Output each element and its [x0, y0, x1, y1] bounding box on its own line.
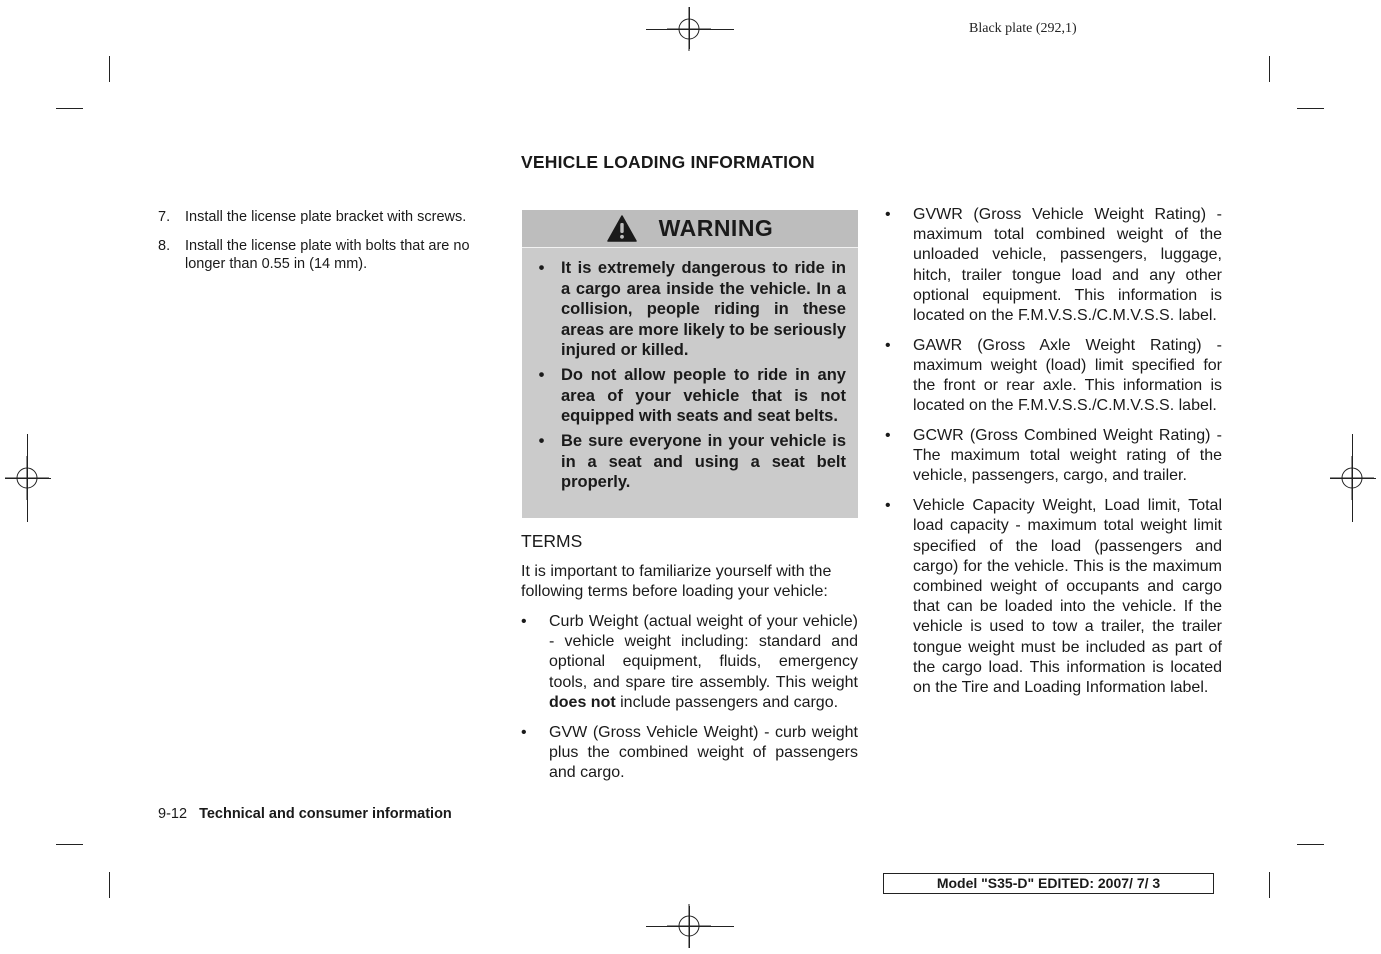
step-item	[158, 208, 496, 227]
warning-text: Be sure everyone in your vehicle is in a seat and using a seat belt properly.	[561, 432, 846, 491]
step-number: 8.	[158, 237, 171, 254]
step-number: 7.	[158, 209, 171, 225]
warning-item	[522, 431, 858, 493]
term-item	[885, 496, 1222, 698]
model-edit-box: Model "S35-D" EDITED: 2007/ 7/ 3	[883, 873, 1214, 894]
bullet: •	[885, 497, 891, 515]
install-steps	[158, 208, 496, 284]
terms-list-right	[885, 205, 1222, 708]
term-emphasis: does not	[549, 693, 616, 711]
crop-mark	[56, 108, 83, 109]
warning-box	[522, 210, 858, 518]
step-text: Install the license plate bracket with screws.	[185, 209, 467, 225]
crop-mark	[1269, 56, 1270, 82]
crop-mark	[1297, 844, 1324, 845]
term-text: Vehicle Capacity Weight, Load limit, Total load capacity - maximum total weight limit specified of the load (passengers and cargo) for the vehicle. This is the maximum combined weight of occupants and cargo that can be loaded into the vehicle. If the vehicle is used to tow a trailer, the trailer tongue weight must be included as part of the cargo load. This information is located on the Tire and Loading Information label.	[913, 497, 1222, 696]
chapter-title: Technical and consumer information	[199, 806, 452, 822]
term-text: GAWR (Gross Axle Weight Rating) - maximum weight (load) limit specified for the front or rear axle. This information is located on the F.M.V.S.S./C.M.V.S.S. label.	[913, 336, 1222, 415]
registration-target-icon	[1330, 456, 1374, 500]
page-footer	[158, 806, 452, 822]
term-text: Curb Weight (actual weight of your vehicle) - vehicle weight including: standard and optional equipment, fluids, emergency tools, and spare tire assembly. This weight	[549, 613, 858, 691]
term-item	[885, 336, 1222, 417]
bullet: •	[521, 723, 527, 741]
step-text: Install the license plate with bolts that are no longer than 0.55 in (14 mm).	[185, 237, 470, 272]
term-text-curb-weight	[549, 612, 858, 713]
warning-text: Do not allow people to ride in any area of your vehicle that is not equipped with seats and seat belts.	[561, 366, 846, 425]
bullet: •	[885, 336, 891, 354]
warning-item	[522, 258, 858, 361]
warning-list	[522, 258, 858, 497]
bullet: •	[885, 206, 891, 223]
registration-target-icon	[5, 456, 49, 500]
section-title: VEHICLE LOADING INFORMATION	[521, 152, 815, 172]
registration-target-icon	[667, 904, 711, 948]
term-text: include passengers and cargo.	[615, 693, 839, 711]
term-text: GVWR (Gross Vehicle Weight Rating) - maximum total combined weight of the unloaded vehicle, passengers, luggage, hitch, trailer tongue load and any other optional equipment. This information is located on the F.M.V.S.S./C.M.V.S.S. label.	[913, 206, 1222, 325]
bullet: •	[521, 613, 527, 630]
warning-text: It is extremely dangerous to ride in a cargo area inside the vehicle. In a collision, people riding in these areas are more likely to be seriously injured or killed.	[561, 259, 846, 359]
crop-mark	[56, 844, 83, 845]
crop-mark	[109, 872, 110, 898]
warning-title: WARNING	[658, 215, 774, 241]
term-item	[885, 426, 1222, 487]
term-item	[885, 205, 1222, 326]
page-number: 9-12	[158, 806, 188, 822]
plate-label: Black plate (292,1)	[969, 21, 1077, 36]
crop-mark	[1269, 872, 1270, 898]
terms-intro: It is important to familiarize yourself with the following terms before loading your vehicle:	[521, 563, 832, 601]
bullet: •	[885, 427, 891, 445]
bullet: •	[538, 259, 545, 277]
terms-list-middle	[521, 612, 858, 793]
warning-item	[522, 365, 858, 427]
warning-header	[522, 210, 858, 248]
bullet: •	[538, 366, 545, 384]
crop-mark	[1297, 108, 1324, 109]
warning-triangle-icon	[607, 215, 637, 242]
registration-target-icon	[667, 7, 711, 51]
bullet: •	[538, 432, 545, 450]
term-item	[521, 723, 858, 784]
term-item	[521, 612, 858, 713]
step-item	[158, 237, 496, 274]
terms-heading: TERMS	[521, 531, 583, 551]
term-text: GCWR (Gross Combined Weight Rating) - The maximum total weight rating of the vehicle, passengers, cargo, and trailer.	[913, 427, 1222, 485]
term-text: GVW (Gross Vehicle Weight) - curb weight plus the combined weight of passengers and cargo.	[549, 723, 858, 781]
crop-mark	[109, 56, 110, 82]
